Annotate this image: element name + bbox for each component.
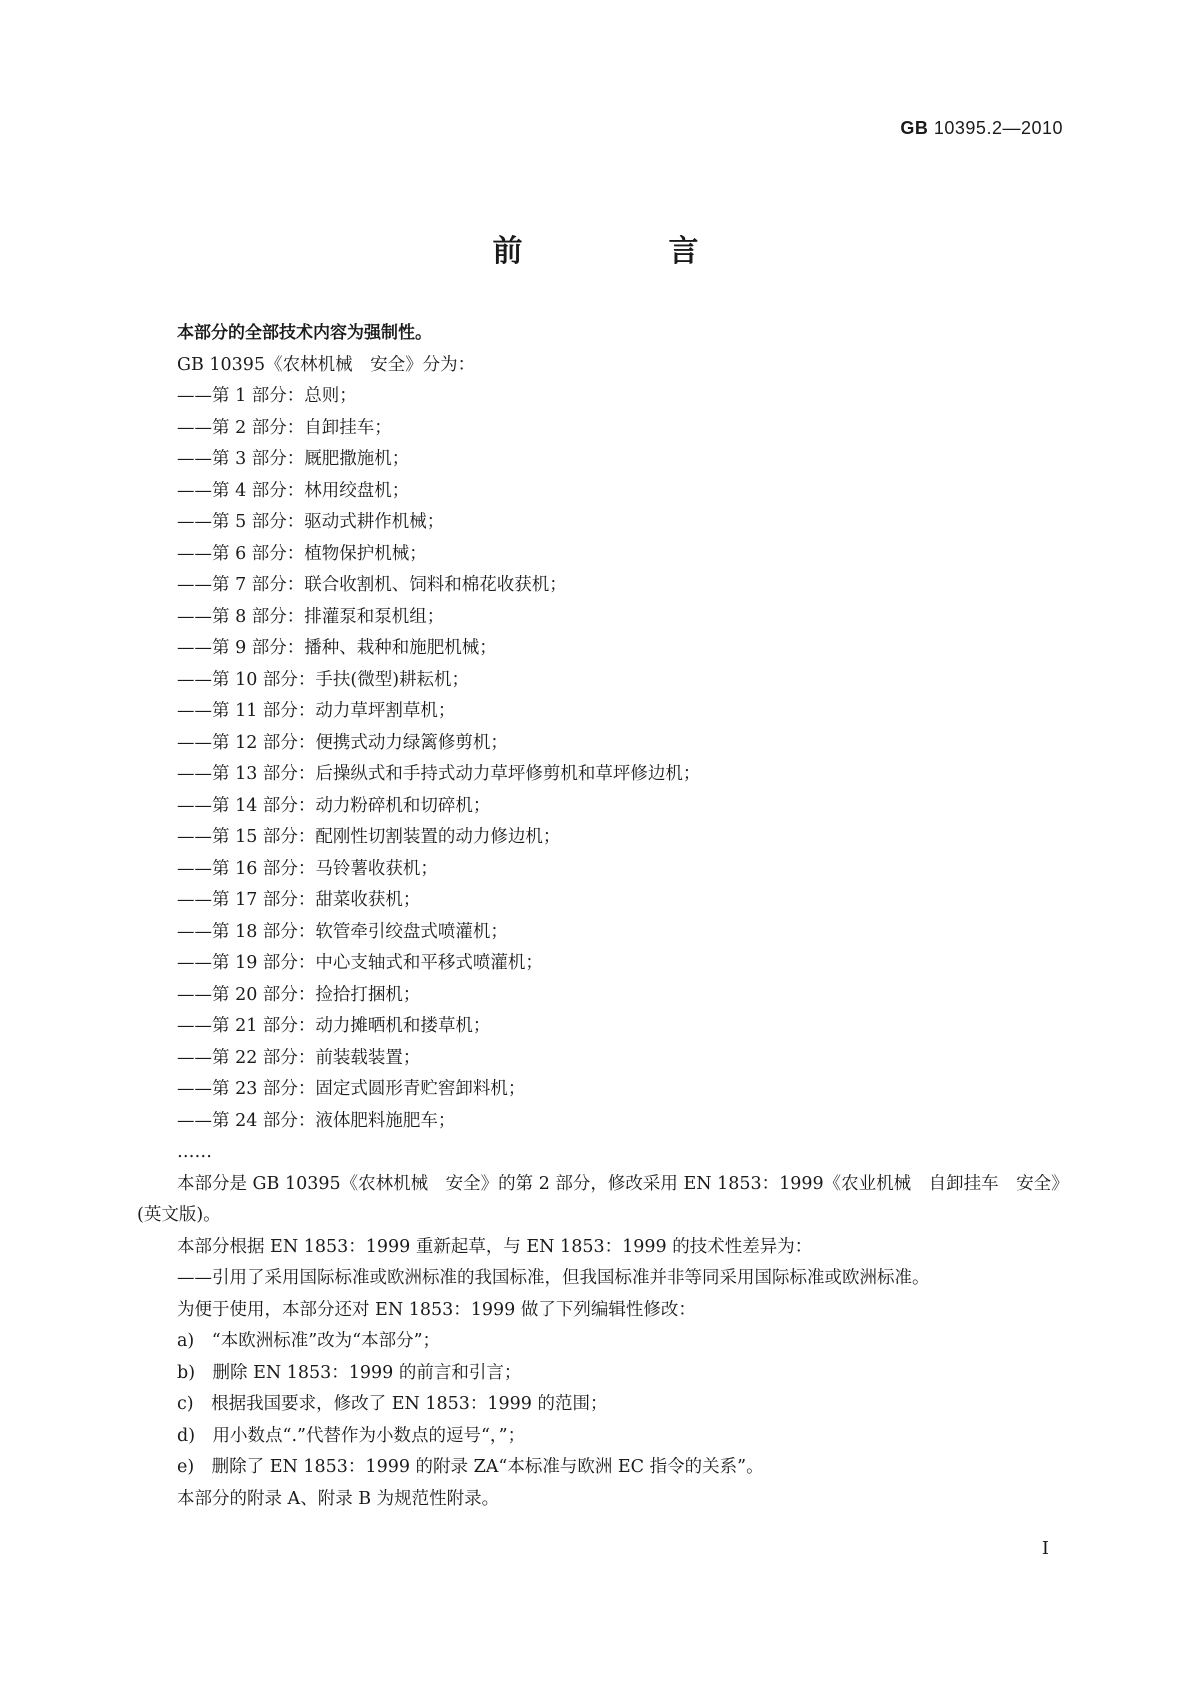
standard-prefix: GB — [900, 118, 929, 138]
difference-item: ——引用了采用国际标准或欧洲标准的我国标准，但我国标准并非等同采用国际标准或欧洲标准。 — [177, 1268, 930, 1288]
part-item: ——第 12 部分：便携式动力绿篱修剪机； — [177, 732, 508, 753]
part-item: ——第 6 部分：植物保护机械； — [177, 543, 427, 564]
edits-list — [137, 1326, 1062, 1484]
part-item: ——第 15 部分：配刚性切割装置的动力修边机； — [177, 827, 561, 847]
part-item: ——第 8 部分：排灌泵和泵机组； — [177, 606, 445, 627]
differences-list — [137, 1263, 1062, 1295]
mandatory-statement: 本部分的全部技术内容为强制性。 — [177, 323, 432, 343]
edit-item: d) 用小数点“.”代替作为小数点的逗号“，”； — [177, 1425, 526, 1446]
part-item: ——第 10 部分：手扶(微型)耕耘机； — [177, 669, 470, 690]
part-item: ——第 3 部分：厩肥撒施机； — [177, 449, 410, 469]
part-item: ——第 14 部分：动力粉碎机和切碎机； — [177, 795, 491, 816]
part-item: ——第 17 部分：甜菜收获机； — [177, 890, 421, 910]
part-item: ——第 9 部分：播种、栽种和施肥机械； — [177, 638, 497, 658]
part-item: ——第 5 部分：驱动式耕作机械； — [177, 512, 445, 532]
series-statement: GB 10395《农林机械 安全》分为： — [177, 354, 476, 375]
part-item: ——第 2 部分：自卸挂车； — [177, 417, 392, 438]
page-number: I — [1041, 1538, 1049, 1559]
ellipsis: …… — [177, 1142, 212, 1162]
differences-intro: 本部分根据 EN 1853：1999 重新起草，与 EN 1853：1999 的技术性差异为： — [177, 1236, 813, 1257]
part-item: ——第 21 部分：动力摊晒机和搂草机； — [177, 1016, 491, 1036]
annex-note: 本部分的附录 A、附录 B 为规范性附录。 — [177, 1488, 500, 1509]
part-item: ——第 4 部分：林用绞盘机； — [177, 480, 410, 501]
part-item: ——第 13 部分：后操纵式和手持式动力草坪修剪机和草坪修边机； — [177, 764, 701, 784]
adoption-paragraph: 本部分是 GB 10395《农林机械 安全》的第 2 部分，修改采用 EN 1853：1999《农业机械 自卸挂车 安全》(英文版)。 — [137, 1173, 1060, 1225]
foreword-body — [137, 318, 1062, 1515]
edit-item: a) “本欧洲标准”改为“本部分”； — [177, 1331, 441, 1351]
part-item: ——第 19 部分：中心支轴式和平移式喷灌机； — [177, 953, 543, 973]
part-item: ——第 1 部分：总则； — [177, 386, 357, 406]
part-item: ——第 11 部分：动力草坪割草机； — [177, 701, 456, 721]
edit-item: c) 根据我国要求，修改了 EN 1853：1999 的范围； — [177, 1394, 608, 1414]
standard-number: 10395.2—2010 — [933, 118, 1063, 138]
part-item: ——第 20 部分：捡拾打捆机； — [177, 984, 421, 1005]
part-item: ——第 7 部分：联合收割机、饲料和棉花收获机； — [177, 575, 567, 595]
edit-item: e) 删除了 EN 1853：1999 的附录 ZA“本标准与欧洲 EC 指令的关系”。 — [177, 1457, 764, 1477]
part-item: ——第 23 部分：固定式圆形青贮窖卸料机； — [177, 1079, 526, 1099]
parts-list — [137, 381, 1062, 1137]
part-item: ——第 18 部分：软管牵引绞盘式喷灌机； — [177, 921, 508, 942]
edits-intro: 为便于使用，本部分还对 EN 1853：1999 做了下列编辑性修改： — [177, 1299, 696, 1320]
page-title: 前 言 — [492, 234, 757, 269]
part-item: ——第 24 部分：液体肥料施肥车； — [177, 1110, 456, 1131]
part-item: ——第 22 部分：前装载装置； — [177, 1047, 421, 1068]
edit-item: b) 删除 EN 1853：1999 的前言和引言； — [177, 1362, 522, 1383]
part-item: ——第 16 部分：马铃薯收获机； — [177, 858, 438, 879]
standard-code — [900, 118, 1063, 139]
